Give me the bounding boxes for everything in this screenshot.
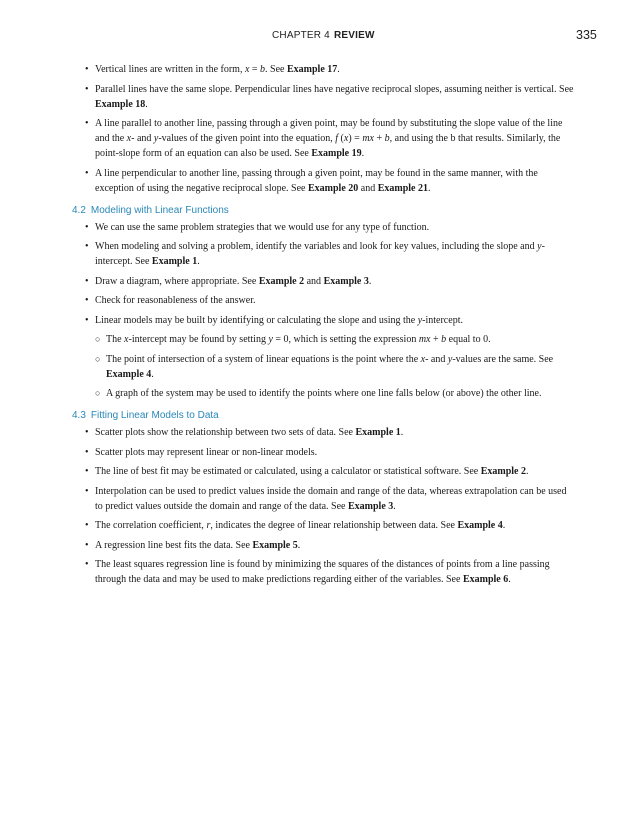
text-run: Scatter plots may represent linear or non-linear models. xyxy=(95,446,318,458)
math-variable: y xyxy=(537,241,542,252)
list-item xyxy=(85,62,575,77)
section-heading xyxy=(72,205,630,216)
text-run: A regression line best fits the data. See xyxy=(95,539,253,551)
list-item xyxy=(85,293,575,308)
text-run: -intercept. xyxy=(422,314,463,326)
text-run: . xyxy=(297,539,301,551)
text-run: . xyxy=(145,98,148,110)
example-reference: Example 1 xyxy=(355,427,401,438)
bullet-icon: • xyxy=(85,167,89,179)
circle-bullet-icon: ○ xyxy=(95,388,101,398)
text-run: . xyxy=(197,256,200,267)
math-variable: x xyxy=(343,133,349,144)
math-variable: x xyxy=(244,64,250,75)
text-run: . xyxy=(151,368,154,380)
example-reference: Example 6 xyxy=(462,574,509,585)
text-run: -intercept may be found by setting xyxy=(128,334,269,345)
sub-list-item xyxy=(95,332,575,347)
section-number: 4.2 xyxy=(72,204,86,216)
example-reference: Example 3 xyxy=(323,275,369,287)
bullet-icon: • xyxy=(85,427,89,438)
section-heading xyxy=(72,410,630,421)
text-run: Scatter plots show the relationship between two sets of data. See xyxy=(95,427,356,438)
chapter-label xyxy=(272,30,375,41)
list-item xyxy=(85,425,575,440)
example-reference: Example 3 xyxy=(347,500,394,512)
text-run: . xyxy=(337,64,340,75)
text-run: -intercept. See xyxy=(95,241,545,267)
bullet-icon: • xyxy=(85,275,89,287)
bullet-icon: • xyxy=(85,559,89,570)
text-run: The line of best fit may be estimated or calculated, using a calculator or statistical software. See xyxy=(95,466,481,477)
math-variable: b xyxy=(441,334,447,345)
bullet-icon: • xyxy=(85,539,89,551)
math-variable: f xyxy=(335,133,339,144)
list-item xyxy=(85,166,575,196)
text-run: Linear models may be built by identifying or calculating the slope and using the xyxy=(95,314,418,326)
math-variable: y xyxy=(268,334,273,345)
text-run: -values are the same. See xyxy=(452,353,554,365)
section-title: Fitting Linear Models to Data xyxy=(90,410,219,421)
text-run: and xyxy=(358,182,378,194)
text-run: The point of intersection of a system of linear equations is the point where the xyxy=(106,353,421,365)
page-content xyxy=(0,62,630,592)
text-run: = 0, which is setting the expression xyxy=(272,334,419,345)
bullet-icon: • xyxy=(85,64,89,75)
bullet-icon: • xyxy=(85,446,89,458)
bullet-icon: • xyxy=(85,314,89,326)
chapter-number: CHAPTER 4 xyxy=(272,30,330,41)
circle-bullet-icon: ○ xyxy=(95,334,101,344)
list-item xyxy=(85,116,575,161)
text-run: . xyxy=(508,574,511,585)
list-item xyxy=(85,464,575,479)
text-run: . xyxy=(428,182,431,194)
example-reference: Example 4 xyxy=(457,520,503,531)
text-run: Draw a diagram, where appropriate. See xyxy=(95,275,259,287)
section-list xyxy=(0,425,630,587)
example-reference: Example 20 xyxy=(307,182,359,194)
text-run: A graph of the system may be used to identify the points where one line falls below (or above) the other line. xyxy=(106,388,542,399)
list-item xyxy=(85,557,575,587)
bullet-icon: • xyxy=(85,520,89,531)
text-run: Vertical lines are written in the form, xyxy=(95,64,245,75)
text-run: ( xyxy=(338,133,344,144)
text-run: . See xyxy=(265,64,287,75)
list-item xyxy=(85,220,575,235)
running-head xyxy=(0,30,630,46)
example-reference: Example 19 xyxy=(311,148,362,159)
list-item xyxy=(85,538,575,553)
example-reference: Example 4 xyxy=(106,368,152,380)
example-reference: Example 2 xyxy=(258,275,305,287)
text-run: The correlation coefficient, xyxy=(95,520,207,531)
example-reference: Example 17 xyxy=(287,64,338,75)
math-variable: b xyxy=(260,64,266,75)
text-run: A line parallel to another line, passing through a given point, may be found by substituting the slope value of the line and the xyxy=(95,118,563,144)
text-run: . xyxy=(393,500,396,512)
text-run: Check for reasonableness of the answer. xyxy=(95,295,256,306)
bullet-icon: • xyxy=(85,118,89,129)
sub-list-item xyxy=(95,352,575,382)
text-run: Parallel lines have the same slope. Perpendicular lines have negative reciprocal slopes, assuming neither is vertical. See xyxy=(95,83,574,95)
text-run: and xyxy=(304,275,324,287)
chapter-section: REVIEW xyxy=(333,30,375,41)
math-variable: mx xyxy=(418,334,431,345)
text-run: . xyxy=(400,427,404,438)
section-number: 4.3 xyxy=(72,410,86,421)
list-item xyxy=(85,274,575,289)
intro-list xyxy=(0,62,630,196)
example-reference: Example 1 xyxy=(151,256,198,267)
circle-bullet-icon: ○ xyxy=(95,353,101,364)
section-list xyxy=(0,220,630,402)
text-run: , and using the b that results. Similarly, the point-slope form of an equation can also be used. See xyxy=(95,133,561,159)
text-run: . xyxy=(502,520,506,531)
sections xyxy=(0,205,630,588)
example-reference: Example 21 xyxy=(377,182,428,194)
bullet-icon: • xyxy=(85,466,89,477)
math-variable: b xyxy=(384,133,390,144)
text-run: . xyxy=(368,275,372,287)
bullet-icon: • xyxy=(85,241,89,252)
text-run: - and xyxy=(131,133,154,144)
math-variable: x xyxy=(126,133,132,144)
list-item xyxy=(85,82,575,112)
text-run: We can use the same problem strategies that we would use for any type of function. xyxy=(95,221,430,233)
bullet-icon: • xyxy=(85,295,89,306)
text-run: A line perpendicular to another line, passing through a given point, may be found in the same manner, with the exception of using the negative reciprocal slope. See xyxy=(95,167,538,194)
math-variable: x xyxy=(124,334,129,345)
bullet-icon: • xyxy=(85,83,89,95)
bullet-icon: • xyxy=(85,221,89,233)
math-variable: y xyxy=(447,353,453,365)
math-variable: y xyxy=(153,133,159,144)
text-run: The xyxy=(106,334,125,345)
text-run: -values of the given point into the equation, xyxy=(158,133,336,144)
math-variable: x xyxy=(420,353,426,365)
text-run: + xyxy=(373,133,385,144)
example-reference: Example 2 xyxy=(480,466,526,477)
math-variable: r xyxy=(206,520,211,531)
section-title: Modeling with Linear Functions xyxy=(90,204,229,216)
text-run: . xyxy=(361,148,365,159)
page-number: 335 xyxy=(576,28,597,42)
list-item xyxy=(85,518,575,533)
example-reference: Example 5 xyxy=(252,539,298,551)
text-run: When modeling and solving a problem, identify the variables and look for key values, including the slope and xyxy=(95,241,538,252)
example-reference: Example 18 xyxy=(95,98,146,110)
math-variable: mx xyxy=(362,133,374,144)
text-run: equal to 0. xyxy=(446,334,491,345)
text-run: = xyxy=(249,64,261,75)
list-item xyxy=(85,239,575,269)
text-run: - and xyxy=(425,353,448,365)
text-run: + xyxy=(430,334,442,345)
text-run: , indicates the degree of linear relationship between data. See xyxy=(210,520,458,531)
text-run: Interpolation can be used to predict values inside the domain and range of the data, whereas extrapolation can be used to predict values outside the domain and range of the data. See xyxy=(95,485,567,512)
text-run: The least squares regression line is found by minimizing the squares of the distances of points from a line passing through the data and may be used to make predictions regarding either of the variables. See xyxy=(95,559,550,585)
bullet-icon: • xyxy=(85,485,89,497)
math-variable: y xyxy=(417,314,423,326)
text-run: . xyxy=(525,466,529,477)
text-run: ) = xyxy=(348,133,363,144)
sub-list-item xyxy=(95,386,575,401)
list-item xyxy=(85,313,575,328)
list-item xyxy=(85,445,575,460)
list-item xyxy=(85,484,575,514)
